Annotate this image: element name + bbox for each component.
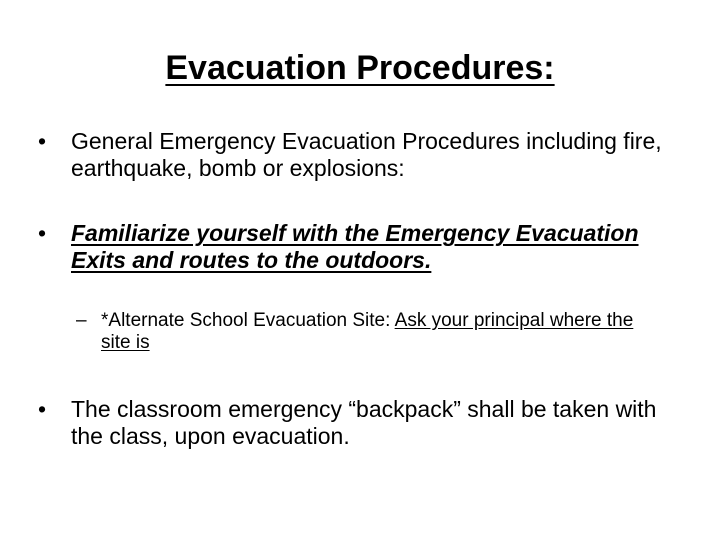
bullet-text: General Emergency Evacuation Procedures including fire, earthquake, bomb or explosions: <box>71 128 662 181</box>
bullet-familiarize-exits <box>38 220 678 274</box>
slide-title-text: Evacuation Procedures: <box>165 49 555 87</box>
bullet-marker: • <box>38 128 47 154</box>
sub-bullet-prefix: *Alternate School Evacuation Site: <box>101 310 395 331</box>
bullet-marker: • <box>38 220 47 246</box>
bullet-backpack <box>38 396 678 450</box>
ask-principal-link[interactable]: Ask your principal where the site is <box>101 310 634 353</box>
bullet-text: The classroom emergency “backpack” shall be taken with the class, upon evacuation. <box>71 396 657 449</box>
sub-bullet-dash: – <box>76 310 87 331</box>
bullet-general-procedures <box>38 128 678 182</box>
sub-bullet-alternate-site <box>76 310 656 354</box>
sub-bullet-text <box>101 310 656 354</box>
slide-title <box>0 44 720 92</box>
bullet-text-emphasized: Familiarize yourself with the Emergency Evacuation Exits and routes to the outdoors. <box>71 220 639 273</box>
bullet-marker: • <box>38 396 47 422</box>
